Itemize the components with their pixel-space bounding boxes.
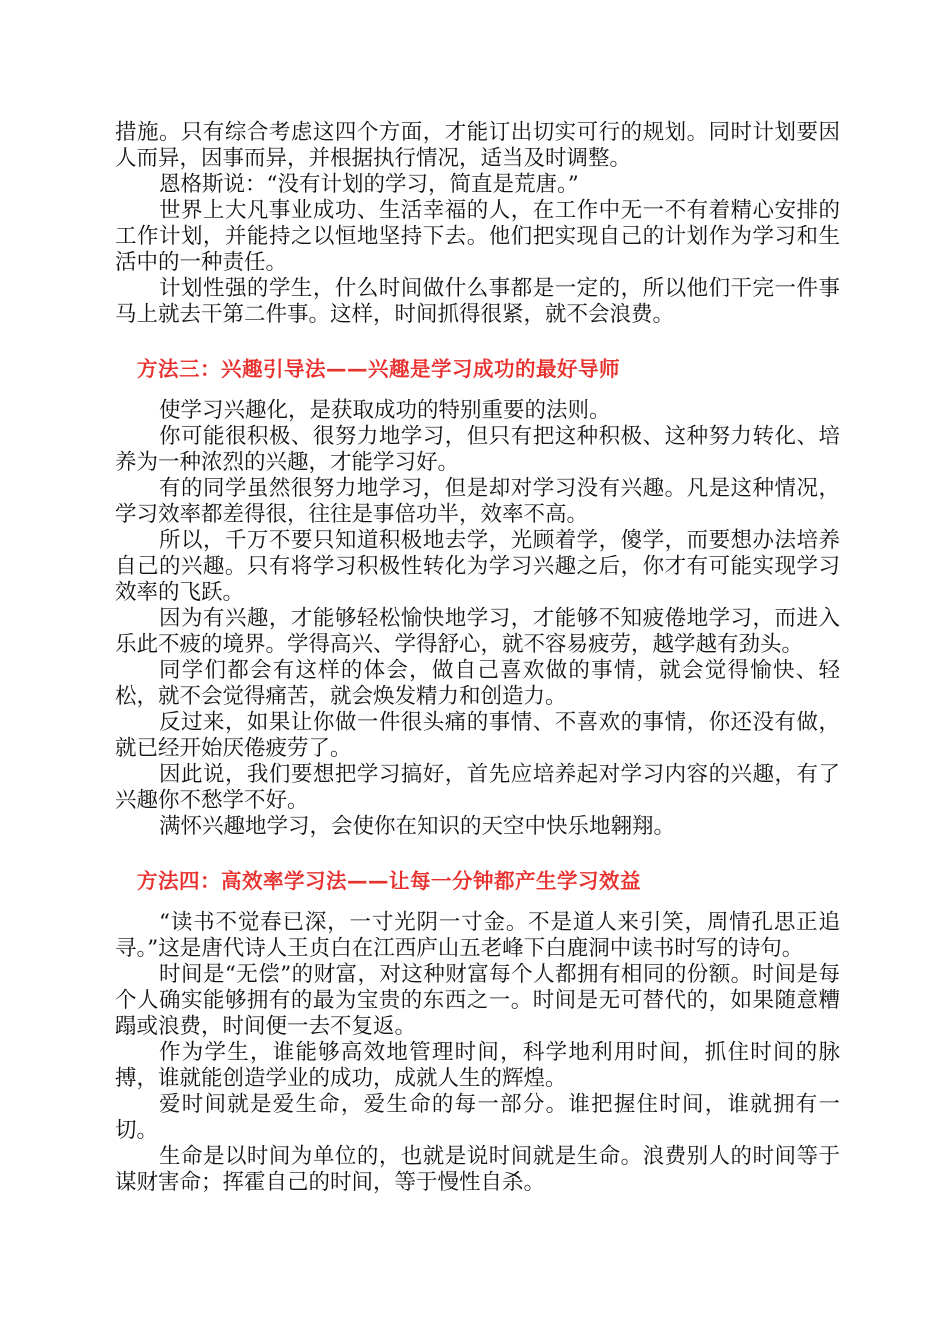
paragraph: 使学习兴趣化，是获取成功的特别重要的法则。 <box>159 398 611 423</box>
paragraph: 作为学生，谁能够高效地管理时间，科学地利用时间，抓住时间的脉搏，谁就能创造学业的成功，成就人生的辉煌。 <box>115 1040 840 1091</box>
paragraph: 有的同学虽然很努力地学习，但是却对学习没有兴趣。凡是这种情况，学习效率都差得很，往往是事倍功半，效率不高。 <box>115 476 840 527</box>
paragraph: “读书不觉春已深，一寸光阴一寸金。不是道人来引笑，周情孔思正追寻。”这是唐代诗人王贞白在江西庐山五老峰下白鹿洞中读书时写的诗句。 <box>115 910 840 961</box>
paragraph: 所以，千万不要只知道积极地去学，光顾着学，傻学，而要想办法培养自己的兴趣。只有将学习积极性转化为学习兴趣之后，你才有可能实现学习效率的飞跃。 <box>115 528 840 605</box>
paragraph: 你可能很积极、很努力地学习，但只有把这种积极、这种努力转化、培养为一种浓烈的兴趣，才能学习好。 <box>115 424 840 475</box>
section-method-three <box>115 356 840 840</box>
paragraph: 因为有兴趣，才能够轻松愉快地学习，才能够不知疲倦地学习，而进入乐此不疲的境界。学得高兴、学得舒心，就不容易疲劳，越学越有劲头。 <box>115 606 840 657</box>
paragraph: 时间是“无偿”的财富，对这种财富每个人都拥有相同的份额。时间是每个人确实能够拥有的最为宝贵的东西之一。时间是无可替代的，如果随意糟蹋或浪费，时间便一去不复返。 <box>115 962 840 1039</box>
section-heading: 方法四：高效率学习法——让每一分钟都产生学习效益 <box>137 869 641 893</box>
document-page <box>115 120 840 1196</box>
section-method-four <box>115 868 840 1196</box>
section-plan-continued <box>115 120 840 328</box>
paragraph: 恩格斯说：“没有计划的学习，简直是荒唐。” <box>159 172 579 197</box>
paragraph: 措施。只有综合考虑这四个方面，才能订出切实可行的规划。同时计划要因人而异，因事而异，并根据执行情况，适当及时调整。 <box>115 120 840 171</box>
paragraph: 世界上大凡事业成功、生活幸福的人，在工作中无一不有着精心安排的工作计划，并能持之以恒地坚持下去。他们把实现自己的计划作为学习和生活中的一种责任。 <box>115 198 840 275</box>
paragraph: 满怀兴趣地学习，会使你在知识的天空中快乐地翱翔。 <box>159 814 676 839</box>
paragraph: 反过来，如果让你做一件很头痛的事情、不喜欢的事情，你还没有做，就已经开始厌倦疲劳了。 <box>115 710 840 761</box>
section-heading: 方法三：兴趣引导法——兴趣是学习成功的最好导师 <box>137 357 620 381</box>
paragraph: 爱时间就是爱生命，爱生命的每一部分。谁把握住时间，谁就拥有一切。 <box>115 1092 840 1143</box>
paragraph: 生命是以时间为单位的，也就是说时间就是生命。浪费别人的时间等于谋财害命；挥霍自己的时间，等于慢性自杀。 <box>115 1144 840 1195</box>
paragraph: 计划性强的学生，什么时间做什么事都是一定的，所以他们干完一件事马上就去干第二件事。这样，时间抓得很紧，就不会浪费。 <box>115 276 840 327</box>
paragraph: 同学们都会有这样的体会，做自己喜欢做的事情，就会觉得愉快、轻松，就不会觉得痛苦，就会焕发精力和创造力。 <box>115 658 840 709</box>
paragraph: 因此说，我们要想把学习搞好，首先应培养起对学习内容的兴趣，有了兴趣你不愁学不好。 <box>115 762 840 813</box>
